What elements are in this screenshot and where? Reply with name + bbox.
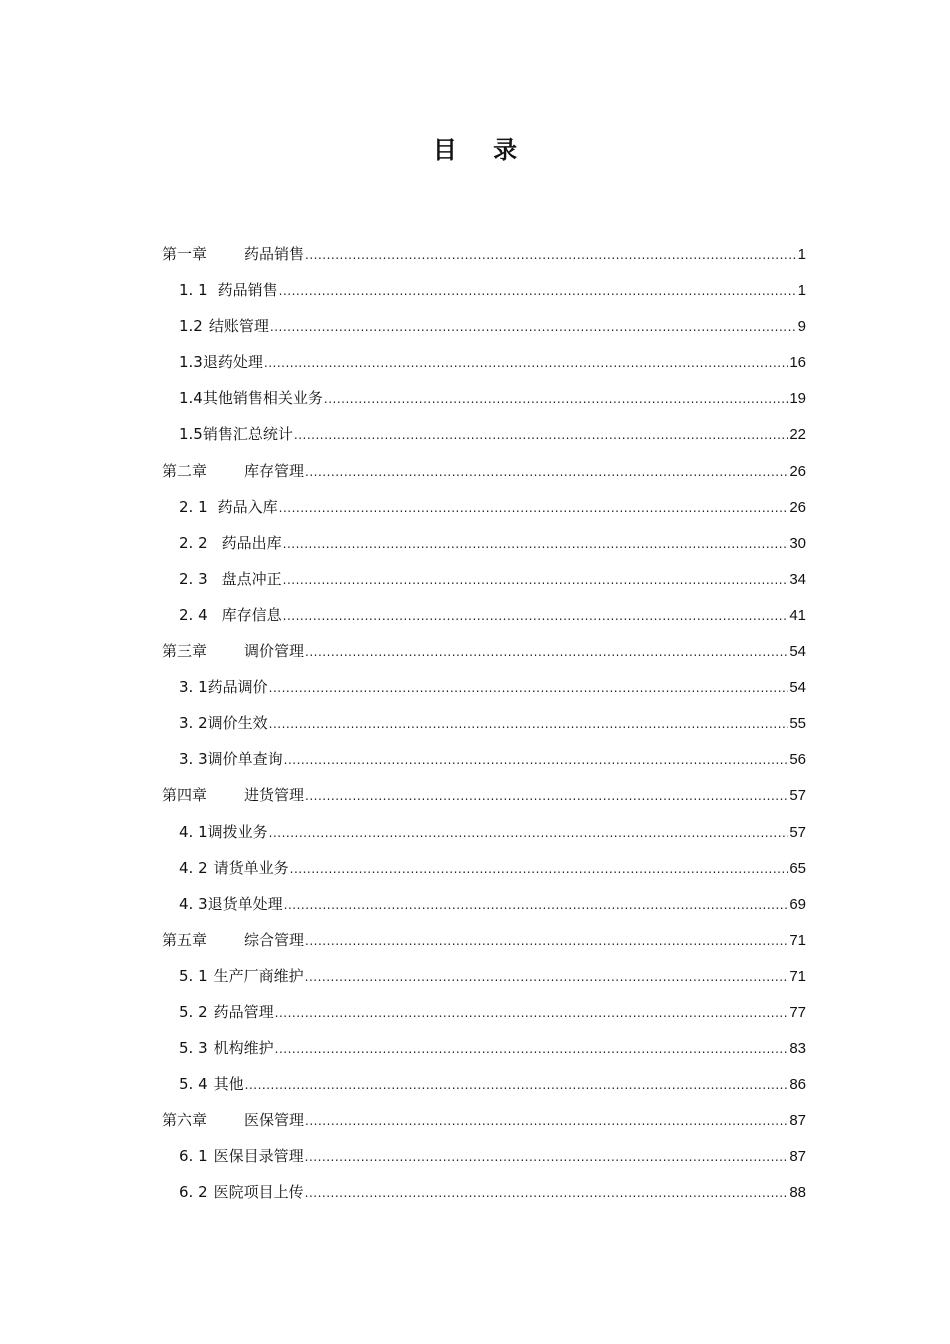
toc-leader-dots [305,1103,788,1139]
toc-section-entry[interactable] [162,1138,806,1174]
toc-entry-number: 1.2 [179,317,203,336]
toc-entry-label: 药品入库 [217,497,278,516]
toc-page-number: 54 [789,643,806,661]
toc-chapter-entry[interactable] [162,777,806,813]
toc-entry-number: 1.3 [179,353,203,372]
toc-entry-label: 退货单处理 [207,894,283,913]
toc-leader-dots [305,237,797,273]
toc-page-number: 30 [789,534,806,552]
toc-section-entry[interactable] [162,814,806,850]
toc-leader-dots [283,562,789,598]
toc-section-entry[interactable] [162,308,806,344]
toc-entry-number: 1.4 [179,389,203,408]
toc-leader-dots [275,1031,789,1067]
toc-entry-label: 盘点冲正 [221,569,282,588]
toc-entry-label: 调价管理 [244,642,305,661]
toc-page-number: 56 [789,751,806,769]
toc-page-number: 34 [789,570,806,588]
toc-chapter-entry[interactable] [162,236,806,272]
toc-section-entry[interactable] [162,994,806,1030]
toc-leader-dots [269,670,789,706]
toc-page-number: 54 [789,679,806,697]
toc-page-number: 71 [789,967,806,985]
toc-list [162,236,806,1211]
toc-leader-dots [324,381,788,417]
toc-entry-number: 6. 2 [179,1183,208,1202]
toc-leader-dots [294,417,788,453]
toc-entry-number: 4. 2 [179,858,208,877]
toc-entry-label: 综合管理 [244,930,305,949]
toc-leader-dots [283,598,789,634]
toc-leader-dots [283,526,789,562]
toc-leader-dots [305,959,789,995]
toc-entry-number: 第六章 [162,1111,208,1130]
toc-page-number: 1 [797,246,806,263]
toc-entry-number: 6. 1 [179,1147,208,1166]
toc-entry-number: 5. 3 [179,1039,208,1058]
toc-section-entry[interactable] [162,705,806,741]
toc-entry-number: 3. 2 [179,714,208,733]
toc-entry-label: 医保目录管理 [213,1147,304,1166]
toc-entry-number: 第二章 [162,461,208,480]
toc-entry-label: 生产厂商维护 [213,966,304,985]
toc-entry-number: 2. 1 [179,497,208,516]
toc-section-entry[interactable] [162,416,806,452]
toc-entry-number: 3. 1 [179,678,208,697]
toc-entry-number: 3. 3 [179,750,208,769]
toc-leader-dots [279,490,789,526]
toc-entry-number: 第五章 [162,930,208,949]
toc-entry-label: 退药处理 [202,353,263,372]
toc-entry-label: 医院项目上传 [213,1183,304,1202]
toc-section-entry[interactable] [162,489,806,525]
toc-entry-label: 药品销售 [244,245,305,263]
toc-entry-number: 4. 3 [179,894,208,913]
toc-section-entry[interactable] [162,1030,806,1066]
toc-page-number: 83 [789,1040,806,1058]
toc-page-number: 87 [789,1112,806,1130]
toc-title: 目 录 [432,136,532,164]
toc-section-entry[interactable] [162,272,806,308]
toc-section-entry[interactable] [162,741,806,777]
toc-leader-dots [305,634,788,670]
toc-entry-number: 2. 2 [179,533,208,552]
toc-entry-number: 1. 1 [179,281,208,300]
toc-page-number: 57 [789,787,806,805]
toc-section-entry[interactable] [162,561,806,597]
toc-leader-dots [305,923,788,959]
toc-section-entry[interactable] [162,958,806,994]
toc-chapter-entry[interactable] [162,922,806,958]
toc-entry-label: 其他销售相关业务 [202,389,323,408]
toc-page-number: 9 [797,318,806,336]
toc-entry-number: 2. 3 [179,569,208,588]
toc-leader-dots [270,309,797,345]
toc-chapter-entry[interactable] [162,453,806,489]
toc-page-number: 22 [789,426,806,444]
toc-page-number: 65 [789,859,806,877]
toc-leader-dots [305,778,788,814]
toc-page-number: 88 [789,1184,806,1202]
toc-leader-dots [269,706,789,742]
toc-entry-number: 5. 1 [179,966,208,985]
toc-leader-dots [290,851,789,887]
toc-entry-label: 请货单业务 [213,858,289,877]
toc-entry-label: 进货管理 [244,786,305,805]
toc-page-number: 26 [789,498,806,516]
toc-page-number: 69 [789,895,806,913]
toc-page-number: 16 [789,354,806,372]
toc-chapter-entry[interactable] [162,1102,806,1138]
toc-section-entry[interactable] [162,380,806,416]
toc-entry-label: 库存信息 [221,605,282,624]
toc-entry-label: 调拨业务 [207,822,268,841]
toc-entry-label: 结账管理 [208,317,269,336]
toc-page-number: 87 [789,1148,806,1166]
toc-section-entry[interactable] [162,1066,806,1102]
toc-section-entry[interactable] [162,525,806,561]
toc-entry-number: 第三章 [162,642,208,661]
toc-entry-number: 2. 4 [179,605,208,624]
toc-leader-dots [305,454,788,490]
toc-entry-label: 调价单查询 [207,750,283,769]
toc-entry-number: 1.5 [179,425,203,444]
toc-entry-label: 医保管理 [244,1111,305,1130]
toc-page-number: 77 [789,1003,806,1021]
toc-section-entry[interactable] [162,669,806,705]
toc-entry-label: 药品出库 [221,533,282,552]
toc-page-number: 26 [789,462,806,480]
toc-entry-label: 药品调价 [207,678,268,697]
toc-entry-label: 机构维护 [213,1039,274,1058]
toc-section-entry[interactable] [162,597,806,633]
toc-entry-label: 药品管理 [213,1002,274,1021]
toc-chapter-entry[interactable] [162,633,806,669]
toc-leader-dots [305,1139,789,1175]
toc-section-entry[interactable] [162,344,806,380]
toc-page-number: 57 [789,823,806,841]
toc-leader-dots [275,995,789,1031]
toc-entry-label: 调价生效 [207,714,268,733]
toc-leader-dots [305,1175,789,1211]
toc-page-number: 41 [789,606,806,624]
toc-page-number: 55 [789,715,806,733]
toc-entry-number: 第四章 [162,786,208,805]
toc-page-number: 86 [789,1076,806,1094]
toc-entry-label: 销售汇总统计 [202,425,293,444]
toc-entry-number: 第一章 [162,245,208,263]
toc-entry-label: 其他 [213,1075,244,1094]
toc-leader-dots [284,887,789,923]
toc-leader-dots [279,273,797,309]
toc-leader-dots [284,742,789,778]
toc-section-entry[interactable] [162,1174,806,1210]
toc-leader-dots [264,345,788,381]
toc-entry-number: 5. 2 [179,1002,208,1021]
toc-entry-number: 5. 4 [179,1075,208,1094]
toc-page-number: 19 [789,390,806,408]
toc-leader-dots [245,1067,789,1103]
toc-page-number: 1 [797,282,806,300]
toc-page-number: 71 [789,931,806,949]
toc-section-entry[interactable] [162,850,806,886]
toc-leader-dots [269,815,789,851]
toc-entry-label: 库存管理 [244,461,305,480]
toc-entry-label: 药品销售 [217,281,278,300]
toc-section-entry[interactable] [162,886,806,922]
toc-entry-number: 4. 1 [179,822,208,841]
